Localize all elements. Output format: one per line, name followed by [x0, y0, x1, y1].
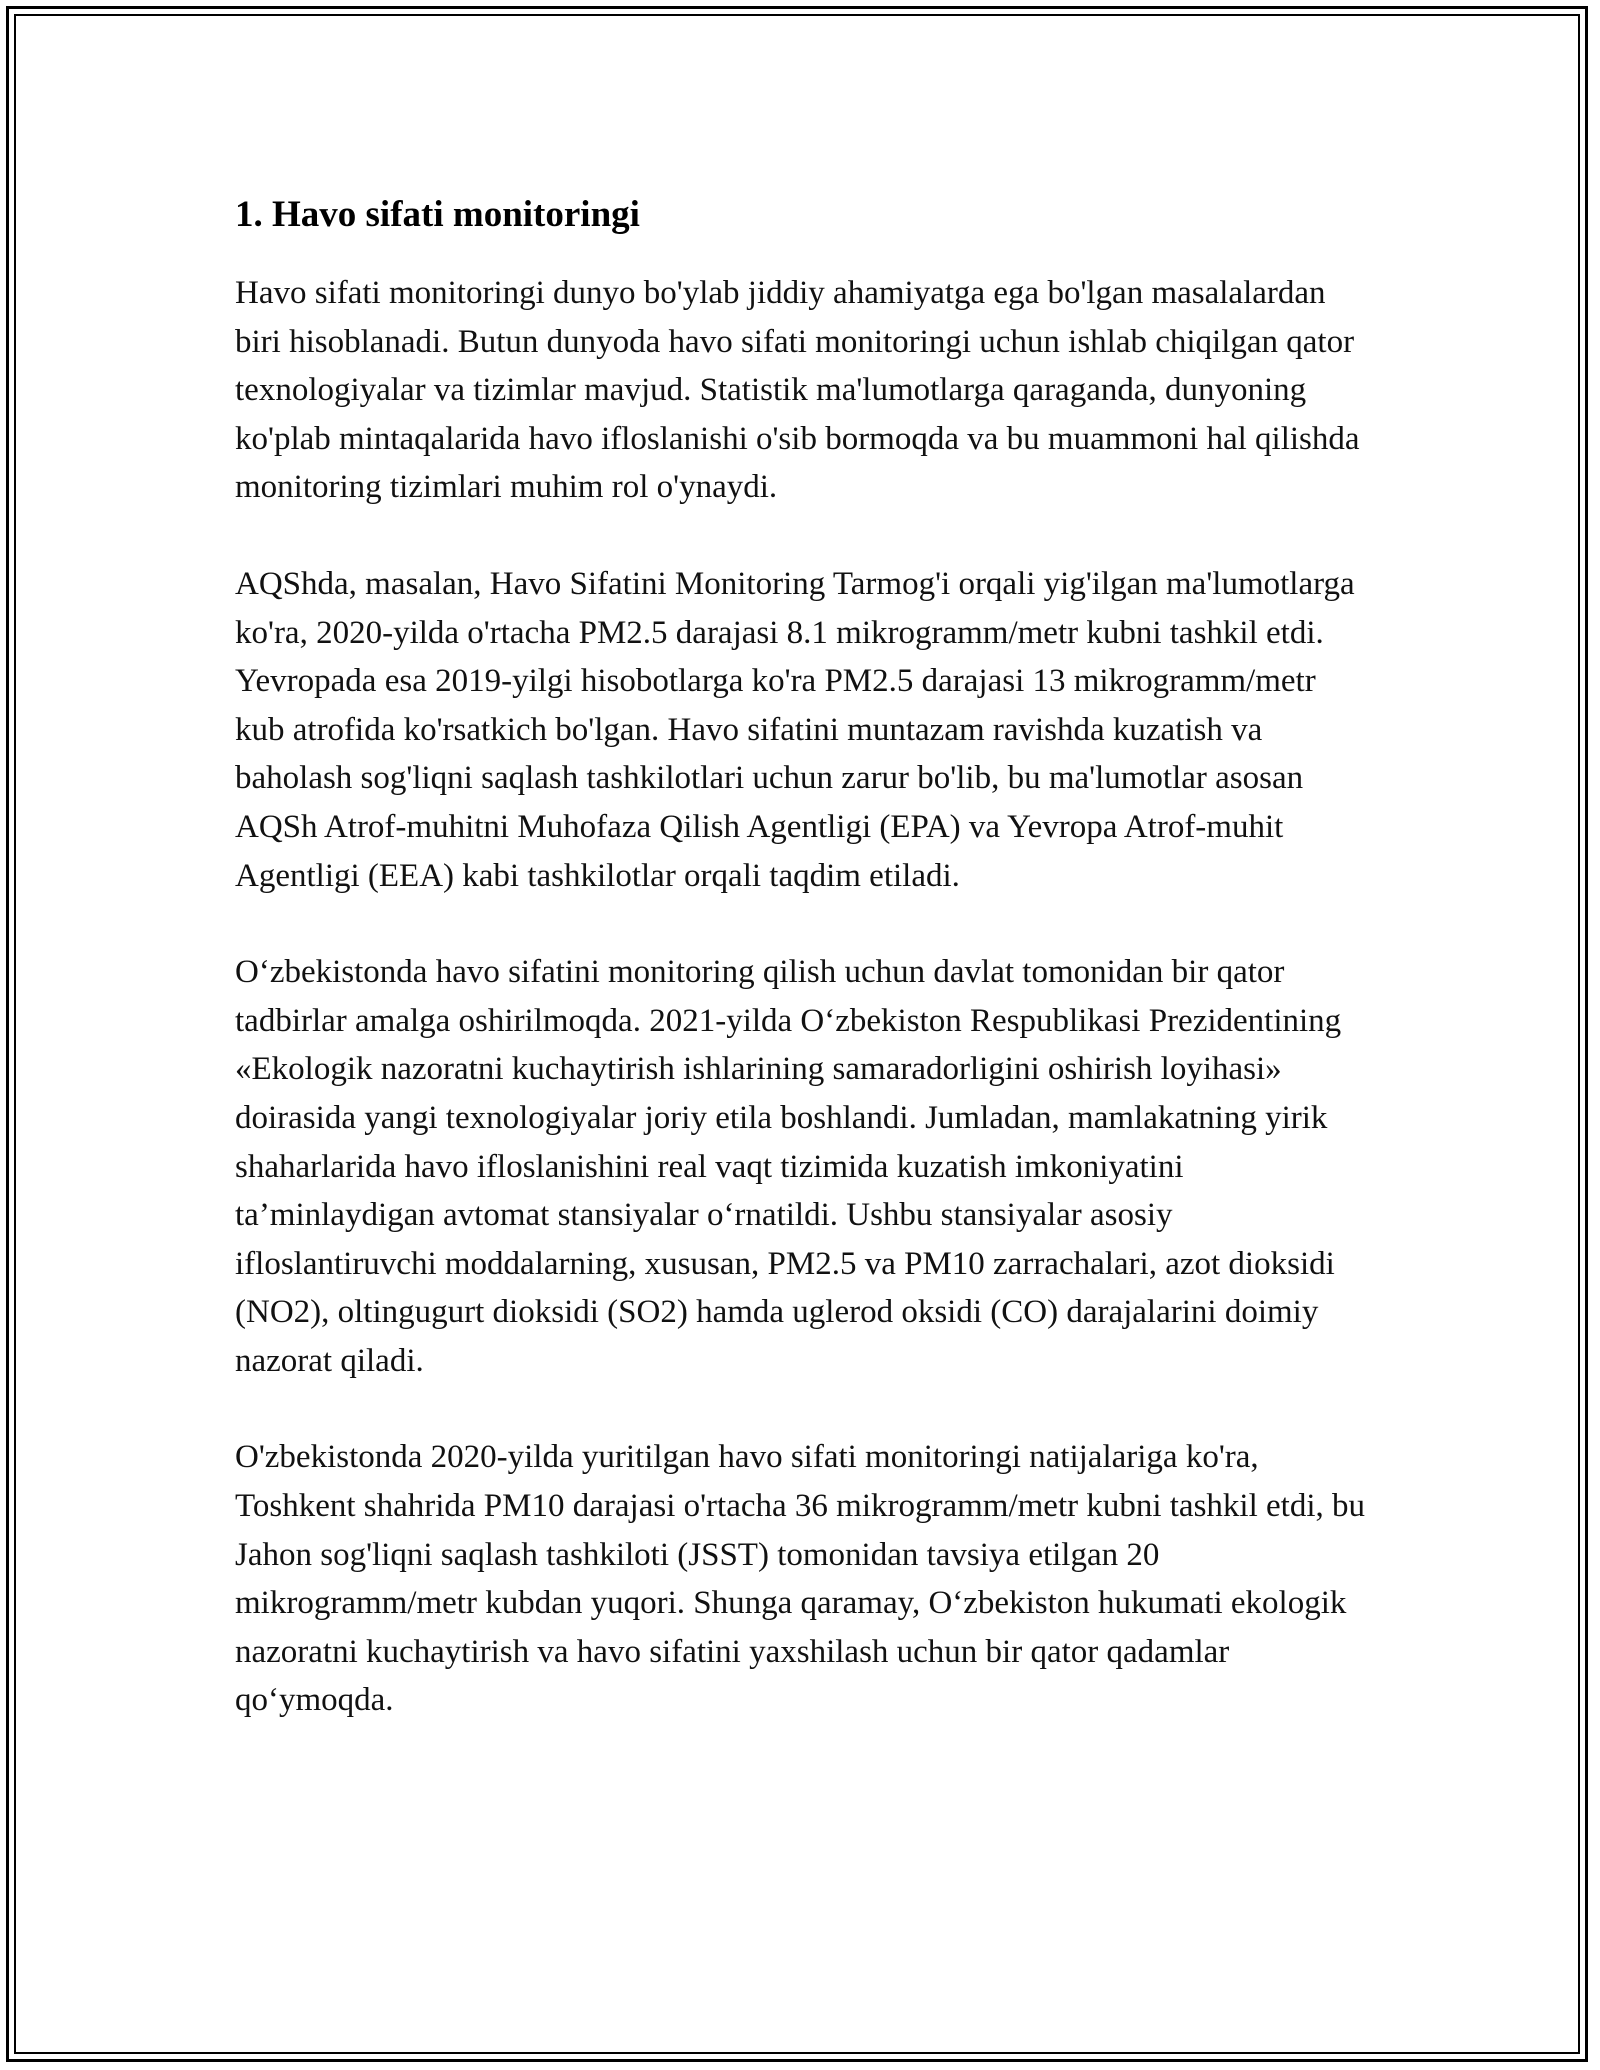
section-title: 1. Havo sifati monitoringi	[235, 194, 640, 235]
document-body	[235, 186, 1365, 1773]
paragraph-usa-europe: AQShda, masalan, Havo Sifatini Monitoring Tarmog'i orqali yig'ilgan ma'lumotlarga ko'ra, 2020-yilda o'rtacha PM2.5 darajasi 8.1 mikrogramm/metr kubni tashkil etdi. Yevropada esa 2019-yilgi hisobotlarga ko'ra PM2.5 darajasi 13 mikrogramm/metr kub atrofida ko'rsatkich bo'lgan. Havo sifatini muntazam ravishda kuzatish va baholash sog'liqni saqlash tashkilotlari uchun zarur bo'lib, bu ma'lumotlar asosan AQSh Atrof-muhitni Muhofaza Qilish Agentligi (EPA) va Yevropa Atrof-muhit Agentligi (EEA) kabi tashkilotlar orqali taqdim etiladi.	[235, 565, 1355, 894]
paragraph-global-monitoring: Havo sifati monitoringi dunyo bo'ylab jiddiy ahamiyatga ega bo'lgan masalalardan biri hisoblanadi. Butun dunyoda havo sifati monitoringi uchun ishlab chiqilgan qator texnologiyalar va tizimlar mavjud. Statistik ma'lumotlarga qaraganda, dunyoning ko'plab mintaqalarida havo ifloslanishi o'sib bormoqda va bu muammoni hal qilishda monitoring tizimlari muhim rol o'ynaydi.	[235, 275, 1360, 506]
paragraph-uzbekistan-measures: O‘zbekistonda havo sifatini monitoring qilish uchun davlat tomonidan bir qator tadbirlar amalga oshirilmoqda. 2021-yilda O‘zbekiston Respublikasi Prezidentining «Ekologik nazoratni kuchaytirish ishlarining samaradorligini oshirish loyihasi» doirasida yangi texnologiyalar joriy etila boshlandi. Jumladan, mamlakatning yirik shaharlarida havo ifloslanishini real vaqt tizimida kuzatish imkoniyatini ta’minlaydigan avtomat stansiyalar o‘rnatildi. Ushbu stansiyalar asosiy ifloslantiruvchi moddalarning, xususan, PM2.5 va PM10 zarrachalari, azot dioksidi (NO2), oltingugurt dioksidi (SO2) hamda uglerod oksidi (CO) darajalarini doimiy nazorat qiladi.	[235, 954, 1342, 1379]
paragraph-tashkent-results: O'zbekistonda 2020-yilda yuritilgan havo sifati monitoringi natijalariga ko'ra, Toshkent shahrida PM10 darajasi o'rtacha 36 mikrogramm/metr kubni tashkil etdi, bu Jahon sog'liqni saqlash tashkiloti (JSST) tomonidan tavsiya etilgan 20 mikrogramm/metr kubdan yuqori. Shunga qaramay, O‘zbekiston hukumati ekologik nazoratni kuchaytirish va havo sifatini yaxshilash uchun bir qator qadamlar qo‘ymoqda.	[235, 1439, 1365, 1719]
